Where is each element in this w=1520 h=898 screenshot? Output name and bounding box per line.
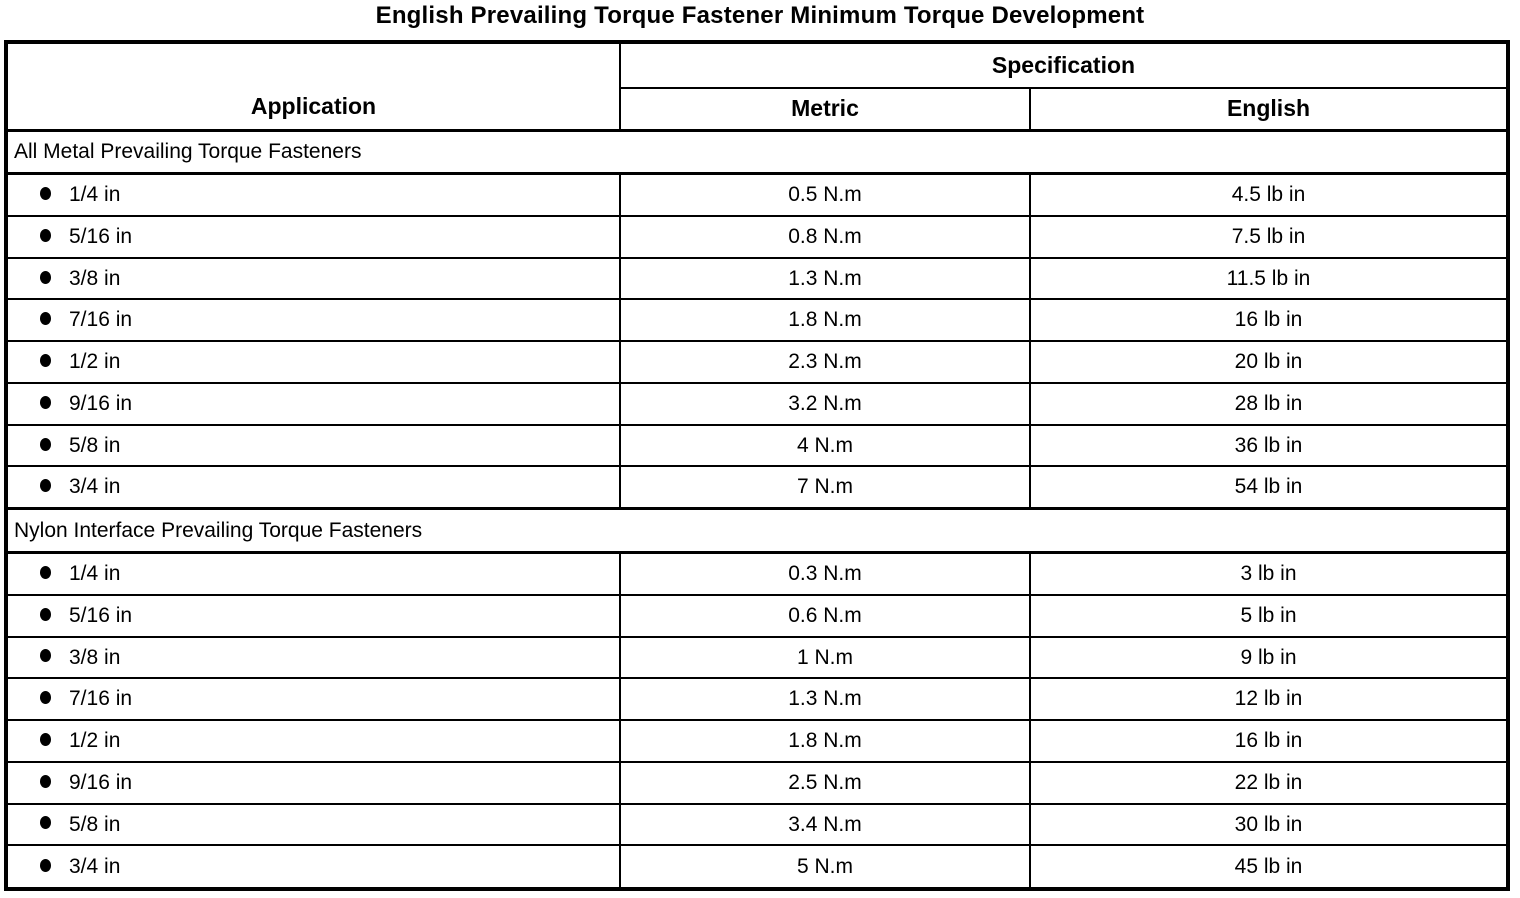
section-row bbox=[6, 130, 1508, 173]
english-value: 20 lb in bbox=[1030, 341, 1508, 383]
metric-value: 0.8 N.m bbox=[620, 216, 1030, 258]
bullet-icon bbox=[40, 187, 51, 200]
table-row bbox=[6, 762, 1508, 804]
section-title-all-metal: All Metal Prevailing Torque Fasteners bbox=[6, 130, 1508, 173]
column-header-application: Application bbox=[6, 42, 620, 130]
column-header-specification: Specification bbox=[620, 42, 1508, 88]
fastener-size: 5/8 in bbox=[69, 433, 121, 457]
bullet-icon bbox=[40, 859, 51, 872]
bullet-icon bbox=[40, 229, 51, 242]
english-value: 16 lb in bbox=[1030, 299, 1508, 341]
bullet-icon bbox=[40, 733, 51, 746]
fastener-size: 7/16 in bbox=[69, 308, 133, 332]
fastener-size: 1/4 in bbox=[69, 561, 121, 585]
metric-value: 3.2 N.m bbox=[620, 383, 1030, 425]
table-row bbox=[6, 299, 1508, 341]
metric-value: 7 N.m bbox=[620, 466, 1030, 509]
fastener-size: 1/2 in bbox=[69, 729, 121, 753]
header-row-specification bbox=[6, 42, 1508, 88]
metric-value: 0.6 N.m bbox=[620, 595, 1030, 637]
column-header-english: English bbox=[1030, 88, 1508, 130]
fastener-size: 1/4 in bbox=[69, 182, 121, 206]
bullet-icon bbox=[40, 775, 51, 788]
bullet-icon bbox=[40, 566, 51, 579]
page-title: English Prevailing Torque Fastener Minimum Torque Development bbox=[375, 2, 1145, 29]
column-header-metric: Metric bbox=[620, 88, 1030, 130]
english-value: 3 lb in bbox=[1030, 552, 1508, 595]
table-row bbox=[6, 466, 1508, 509]
english-value: 16 lb in bbox=[1030, 720, 1508, 762]
metric-value: 3.4 N.m bbox=[620, 804, 1030, 846]
metric-value: 0.5 N.m bbox=[620, 173, 1030, 216]
english-value: 28 lb in bbox=[1030, 383, 1508, 425]
table-row bbox=[6, 595, 1508, 637]
english-value: 7.5 lb in bbox=[1030, 216, 1508, 258]
fastener-size: 3/4 in bbox=[69, 854, 121, 878]
table-row bbox=[6, 173, 1508, 216]
bullet-icon bbox=[40, 691, 51, 704]
bullet-icon bbox=[40, 608, 51, 621]
metric-value: 0.3 N.m bbox=[620, 552, 1030, 595]
english-value: 4.5 lb in bbox=[1030, 173, 1508, 216]
metric-value: 1.3 N.m bbox=[620, 678, 1030, 720]
metric-value: 1.8 N.m bbox=[620, 720, 1030, 762]
bullet-icon bbox=[40, 271, 51, 284]
metric-value: 2.5 N.m bbox=[620, 762, 1030, 804]
fastener-size: 1/2 in bbox=[69, 350, 121, 374]
bullet-icon bbox=[40, 438, 51, 451]
section-row bbox=[6, 509, 1508, 552]
table-row bbox=[6, 341, 1508, 383]
bullet-icon bbox=[40, 816, 51, 829]
fastener-size: 9/16 in bbox=[69, 770, 133, 794]
english-value: 22 lb in bbox=[1030, 762, 1508, 804]
bullet-icon bbox=[40, 312, 51, 325]
table-row bbox=[6, 637, 1508, 679]
english-value: 12 lb in bbox=[1030, 678, 1508, 720]
metric-value: 4 N.m bbox=[620, 425, 1030, 467]
bullet-icon bbox=[40, 479, 51, 492]
bullet-icon bbox=[40, 649, 51, 662]
table-row bbox=[6, 804, 1508, 846]
table-row bbox=[6, 845, 1508, 889]
bullet-icon bbox=[40, 354, 51, 367]
fastener-size: 3/8 in bbox=[69, 645, 121, 669]
metric-value: 5 N.m bbox=[620, 845, 1030, 889]
english-value: 5 lb in bbox=[1030, 595, 1508, 637]
fastener-size: 5/16 in bbox=[69, 224, 133, 248]
english-value: 54 lb in bbox=[1030, 466, 1508, 509]
metric-value: 2.3 N.m bbox=[620, 341, 1030, 383]
english-value: 30 lb in bbox=[1030, 804, 1508, 846]
table-row bbox=[6, 425, 1508, 467]
fastener-size: 7/16 in bbox=[69, 687, 133, 711]
table-row bbox=[6, 552, 1508, 595]
bullet-icon bbox=[40, 396, 51, 409]
table-row bbox=[6, 720, 1508, 762]
table-row bbox=[6, 216, 1508, 258]
table-row bbox=[6, 383, 1508, 425]
section-title-nylon-interface: Nylon Interface Prevailing Torque Fasteners bbox=[6, 509, 1508, 552]
torque-spec-table bbox=[4, 40, 1510, 891]
fastener-size: 5/16 in bbox=[69, 603, 133, 627]
table-row bbox=[6, 678, 1508, 720]
fastener-size: 9/16 in bbox=[69, 391, 133, 415]
fastener-size: 3/4 in bbox=[69, 475, 121, 499]
metric-value: 1.8 N.m bbox=[620, 299, 1030, 341]
english-value: 9 lb in bbox=[1030, 637, 1508, 679]
english-value: 36 lb in bbox=[1030, 425, 1508, 467]
fastener-size: 5/8 in bbox=[69, 812, 121, 836]
english-value: 11.5 lb in bbox=[1030, 258, 1508, 300]
english-value: 45 lb in bbox=[1030, 845, 1508, 889]
metric-value: 1 N.m bbox=[620, 637, 1030, 679]
table-row bbox=[6, 258, 1508, 300]
metric-value: 1.3 N.m bbox=[620, 258, 1030, 300]
fastener-size: 3/8 in bbox=[69, 266, 121, 290]
